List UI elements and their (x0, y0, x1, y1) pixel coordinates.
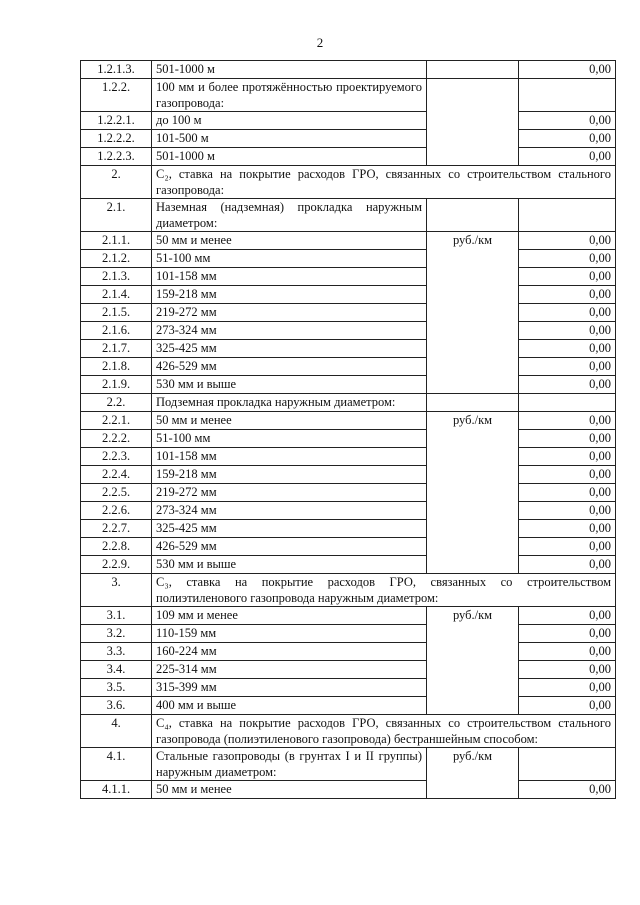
table-row (81, 250, 616, 268)
item-number: 3. (81, 574, 152, 607)
item-number: 1.2.2.3. (81, 148, 152, 166)
item-value: 0,00 (519, 625, 616, 643)
page-number: 2 (316, 35, 324, 50)
item-value: 0,00 (519, 232, 616, 250)
item-value: 0,00 (519, 322, 616, 340)
item-value: 0,00 (519, 286, 616, 304)
item-value: 0,00 (519, 679, 616, 697)
section-description: C₄, ставка на покрытие расходов ГРО, связанных со строительством стального газопровода (полиэтиленового газопровода) бестраншейным способом: (152, 715, 616, 748)
item-number: 2. (81, 166, 152, 199)
table-row (81, 79, 616, 112)
item-description: 225-314 мм (152, 661, 427, 679)
table-row (81, 340, 616, 358)
table-row (81, 112, 616, 130)
unit-label: руб./км (427, 748, 519, 799)
item-value: 0,00 (519, 502, 616, 520)
item-value: 0,00 (519, 61, 616, 79)
item-value: 0,00 (519, 430, 616, 448)
item-value: 0,00 (519, 466, 616, 484)
item-value: 0,00 (519, 520, 616, 538)
item-description: 501-1000 м (152, 148, 427, 166)
item-number: 2.2. (81, 394, 152, 412)
item-value: 0,00 (519, 250, 616, 268)
item-description: 219-272 мм (152, 484, 427, 502)
table-row (81, 502, 616, 520)
item-number: 3.3. (81, 643, 152, 661)
item-value: 0,00 (519, 484, 616, 502)
item-number: 1.2.1.3. (81, 61, 152, 79)
item-number: 2.2.3. (81, 448, 152, 466)
item-description: 109 мм и менее (152, 607, 427, 625)
item-value: 0,00 (519, 781, 616, 799)
item-description: 426-529 мм (152, 538, 427, 556)
item-description: 159-218 мм (152, 286, 427, 304)
item-number: 1.2.2.1. (81, 112, 152, 130)
item-value: 0,00 (519, 697, 616, 715)
item-description: 325-425 мм (152, 340, 427, 358)
item-number: 2.1.3. (81, 268, 152, 286)
item-value (519, 748, 616, 781)
item-description: 325-425 мм (152, 520, 427, 538)
unit-label: руб./км (427, 412, 519, 574)
item-value (519, 199, 616, 232)
table-row (81, 748, 616, 781)
item-value (519, 79, 616, 112)
table-row (81, 268, 616, 286)
table-row (81, 643, 616, 661)
table-row (81, 358, 616, 376)
item-description: Подземная прокладка наружным диаметром: (152, 394, 427, 412)
item-number: 2.2.7. (81, 520, 152, 538)
item-value: 0,00 (519, 607, 616, 625)
table-row (81, 394, 616, 412)
item-number: 2.1. (81, 199, 152, 232)
item-description: 50 мм и менее (152, 232, 427, 250)
item-value: 0,00 (519, 412, 616, 430)
item-number: 3.6. (81, 697, 152, 715)
table-row (81, 574, 616, 607)
item-number: 3.2. (81, 625, 152, 643)
item-description: 101-500 м (152, 130, 427, 148)
item-number: 2.1.9. (81, 376, 152, 394)
item-number: 2.2.5. (81, 484, 152, 502)
table-row (81, 304, 616, 322)
tariff-table (80, 60, 616, 799)
table-row (81, 232, 616, 250)
item-number: 4. (81, 715, 152, 748)
item-description: 51-100 мм (152, 430, 427, 448)
item-number: 2.2.9. (81, 556, 152, 574)
item-value: 0,00 (519, 148, 616, 166)
item-description: 160-224 мм (152, 643, 427, 661)
item-number: 4.1.1. (81, 781, 152, 799)
item-value: 0,00 (519, 448, 616, 466)
section-description: C₃, ставка на покрытие расходов ГРО, связанных со строительством полиэтиленового газопровода наружным диаметром: (152, 574, 616, 607)
table-row (81, 679, 616, 697)
table-row (81, 538, 616, 556)
item-description: 50 мм и менее (152, 781, 427, 799)
item-number: 1.2.2. (81, 79, 152, 112)
item-description: 51-100 мм (152, 250, 427, 268)
item-description: Стальные газопроводы (в грунтах I и II группы) наружным диаметром: (152, 748, 427, 781)
table-row (81, 376, 616, 394)
table-row (81, 715, 616, 748)
item-number: 3.5. (81, 679, 152, 697)
unit-cell (427, 61, 519, 79)
table-row (81, 322, 616, 340)
item-value: 0,00 (519, 304, 616, 322)
item-description: до 100 м (152, 112, 427, 130)
item-description: 426-529 мм (152, 358, 427, 376)
item-value: 0,00 (519, 376, 616, 394)
item-description: 101-158 мм (152, 268, 427, 286)
unit-label: руб./км (427, 232, 519, 394)
table-row (81, 484, 616, 502)
item-description: 159-218 мм (152, 466, 427, 484)
item-number: 2.2.6. (81, 502, 152, 520)
table-row (81, 625, 616, 643)
item-number: 2.2.8. (81, 538, 152, 556)
item-value: 0,00 (519, 643, 616, 661)
item-description: 101-158 мм (152, 448, 427, 466)
table-row (81, 148, 616, 166)
item-description: 273-324 мм (152, 322, 427, 340)
item-number: 2.2.1. (81, 412, 152, 430)
item-number: 2.1.8. (81, 358, 152, 376)
item-number: 2.1.7. (81, 340, 152, 358)
table-row (81, 412, 616, 430)
item-description: 501-1000 м (152, 61, 427, 79)
item-number: 4.1. (81, 748, 152, 781)
item-value: 0,00 (519, 358, 616, 376)
item-description: 100 мм и более протяжённостью проектируемого газопровода: (152, 79, 427, 112)
item-description: 50 мм и менее (152, 412, 427, 430)
table-row (81, 466, 616, 484)
item-value: 0,00 (519, 556, 616, 574)
item-value: 0,00 (519, 661, 616, 679)
table-row (81, 166, 616, 199)
item-value: 0,00 (519, 340, 616, 358)
item-description: 400 мм и выше (152, 697, 427, 715)
section-description: C₂, ставка на покрытие расходов ГРО, связанных со строительством стального газопровода: (152, 166, 616, 199)
item-value: 0,00 (519, 112, 616, 130)
item-description: 219-272 мм (152, 304, 427, 322)
table-row (81, 661, 616, 679)
item-value: 0,00 (519, 130, 616, 148)
item-number: 3.1. (81, 607, 152, 625)
item-number: 3.4. (81, 661, 152, 679)
unit-cell (427, 79, 519, 166)
table-row (81, 199, 616, 232)
table-row (81, 781, 616, 799)
item-number: 2.2.2. (81, 430, 152, 448)
item-description: 315-399 мм (152, 679, 427, 697)
item-number: 2.1.5. (81, 304, 152, 322)
item-number: 2.1.4. (81, 286, 152, 304)
item-description: 530 мм и выше (152, 556, 427, 574)
item-value (519, 394, 616, 412)
table-row (81, 448, 616, 466)
item-number: 2.2.4. (81, 466, 152, 484)
item-value: 0,00 (519, 268, 616, 286)
item-number: 1.2.2.2. (81, 130, 152, 148)
table-row (81, 61, 616, 79)
table-row (81, 520, 616, 538)
table-row (81, 607, 616, 625)
unit-cell (427, 199, 519, 232)
unit-cell (427, 394, 519, 412)
table-row (81, 697, 616, 715)
item-number: 2.1.1. (81, 232, 152, 250)
item-number: 2.1.2. (81, 250, 152, 268)
unit-label: руб./км (427, 607, 519, 715)
table-row (81, 130, 616, 148)
item-number: 2.1.6. (81, 322, 152, 340)
item-description: 530 мм и выше (152, 376, 427, 394)
table-row (81, 286, 616, 304)
item-value: 0,00 (519, 538, 616, 556)
item-description: 273-324 мм (152, 502, 427, 520)
item-description: Наземная (надземная) прокладка наружным диаметром: (152, 199, 427, 232)
item-description: 110-159 мм (152, 625, 427, 643)
table-row (81, 556, 616, 574)
table-row (81, 430, 616, 448)
